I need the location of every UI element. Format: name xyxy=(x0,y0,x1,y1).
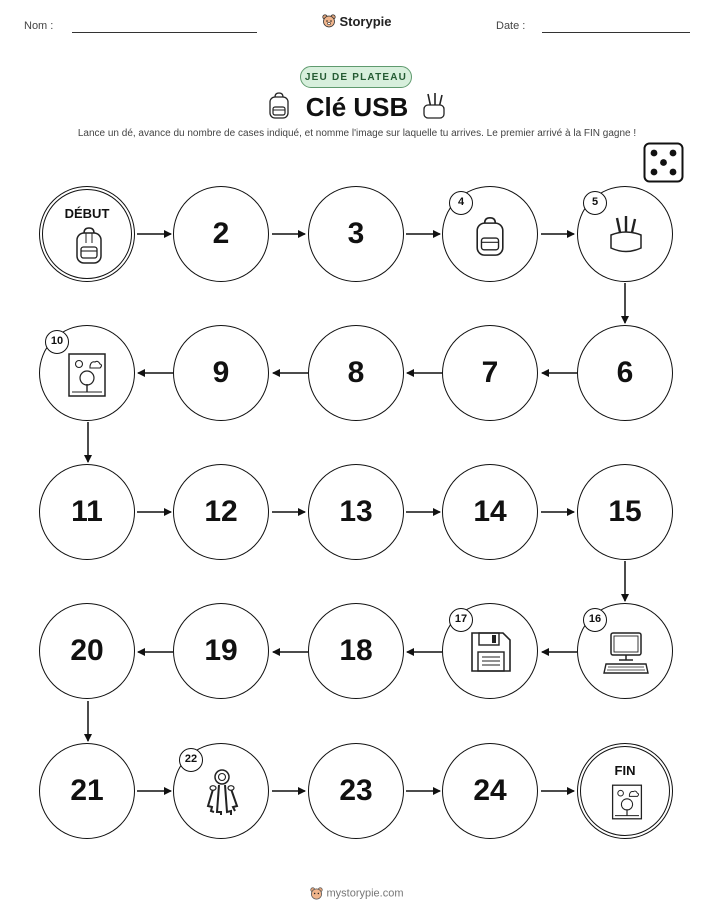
cell-number: 12 xyxy=(204,495,238,528)
board-cell-14 xyxy=(442,464,538,560)
cell-number: 11 xyxy=(71,495,103,528)
board-cell-6 xyxy=(577,325,673,421)
keys-icon xyxy=(200,768,244,823)
board-cell-15 xyxy=(577,464,673,560)
board-cell-3 xyxy=(308,186,404,282)
cell-number-tag: 5 xyxy=(583,191,607,215)
cell-number: 23 xyxy=(339,774,373,807)
floppy-disk-icon xyxy=(470,631,512,678)
cell-number: 6 xyxy=(616,356,634,389)
cell-number: 8 xyxy=(347,356,365,389)
board-cell-21 xyxy=(39,743,135,839)
board-cell-12 xyxy=(173,464,269,560)
cell-number: 2 xyxy=(212,217,230,250)
board-cell-11 xyxy=(39,464,135,560)
footer-url: mystorypie.com xyxy=(326,887,404,900)
backpack-icon xyxy=(474,215,506,264)
board-cell-start xyxy=(39,186,135,282)
game-type-badge: JEU DE PLATEAU xyxy=(300,66,412,88)
board-cell-finish xyxy=(577,743,673,839)
cell-number: 15 xyxy=(608,495,642,528)
footer-website xyxy=(0,887,714,900)
brand-name: Storypie xyxy=(339,14,392,29)
board-cell-24 xyxy=(442,743,538,839)
cell-number: 24 xyxy=(473,774,507,807)
bear-logo-icon xyxy=(310,887,323,900)
date-label: Date : xyxy=(496,20,526,32)
board-cell-2 xyxy=(173,186,269,282)
finish-label: FIN xyxy=(614,763,636,778)
backpack-icon xyxy=(74,226,104,271)
board-cell-18 xyxy=(308,603,404,699)
board-cell-23 xyxy=(308,743,404,839)
start-label: DÉBUT xyxy=(64,206,110,221)
cell-number: 7 xyxy=(481,356,499,389)
cell-number-tag: 22 xyxy=(179,748,203,772)
board-cell-7 xyxy=(442,325,538,421)
page-title: Clé USB xyxy=(305,92,409,122)
board-cell-8 xyxy=(308,325,404,421)
cell-number: 18 xyxy=(339,634,373,667)
pencil-case-icon xyxy=(608,215,644,260)
cell-number-tag: 4 xyxy=(449,191,473,215)
landscape-picture-icon xyxy=(67,352,107,403)
landscape-picture-icon xyxy=(611,783,643,826)
instructions-text: Lance un dé, avance du nombre de cases indiqué, et nomme l'image sur laquelle tu arrives. Le premier arrivé à la FIN gagne ! xyxy=(77,128,637,139)
cell-number-tag: 17 xyxy=(449,608,473,632)
name-label: Nom : xyxy=(24,20,54,32)
cell-number: 20 xyxy=(70,634,104,667)
cell-number-tag: 10 xyxy=(45,330,69,354)
cell-number: 9 xyxy=(212,356,230,389)
cell-number: 14 xyxy=(473,495,507,528)
board-cell-20 xyxy=(39,603,135,699)
board-cell-13 xyxy=(308,464,404,560)
cell-number: 21 xyxy=(70,774,104,807)
board-cell-9 xyxy=(173,325,269,421)
cell-number-tag: 16 xyxy=(583,608,607,632)
computer-icon xyxy=(602,630,650,683)
cell-number: 19 xyxy=(204,634,238,667)
cell-number: 3 xyxy=(347,217,365,250)
cell-number: 13 xyxy=(339,495,373,528)
board-cell-19 xyxy=(173,603,269,699)
